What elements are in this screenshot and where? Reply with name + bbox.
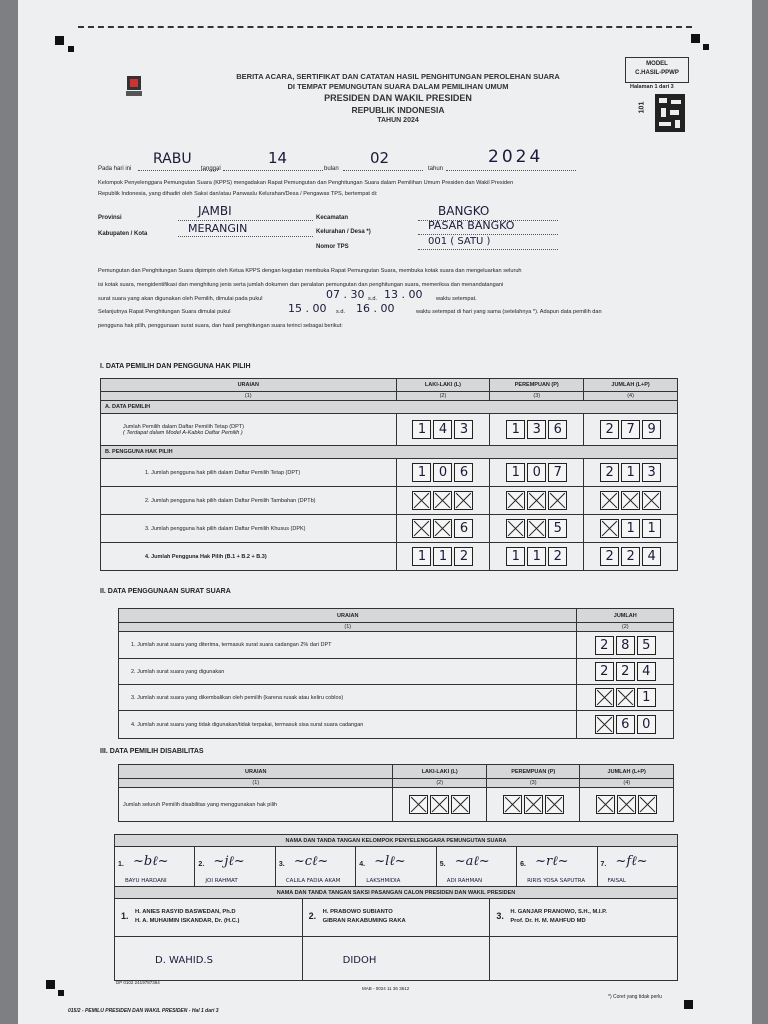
section1-title: I. DATA PEMILIH DAN PENGGUNA HAK PILIH [100,363,251,370]
header-line4: REPUBLIK INDONESIA [351,105,445,115]
s1-a-perempuan-cell [490,414,584,446]
s1-b-title: B. PENGGUNA HAK PILIH [101,446,678,459]
model-box [625,57,689,83]
s1-b-digit-box [506,519,525,538]
footer-dp: DP 0102 2419787364 [116,980,160,985]
s3-col-perempuan: PEREMPUAN (P) [486,765,580,779]
s1-b3-perempuan-cell [490,515,584,543]
saksi-title: NAMA DAN TANDA TANGAN SAKSI PASANGAN CALON PRESIDEN DAN WAKIL PRESIDEN [115,887,678,899]
s1-b-digit-box [412,491,431,510]
s1-a-row1 [101,414,397,446]
kpps-member-number: 5. [439,861,446,868]
tps-label: Nomor TPS [316,244,349,250]
s2-row1-label: 1. Jumlah surat suara yang diterima, termasuk surat suara cadangan 2% dari DPT [119,632,577,659]
tanggal-value: 14 [268,149,288,167]
s1-b-row3-label: 3. Jumlah pengguna hak pilih dalam Daftar Pemilih Khusus (DPK) [101,515,397,543]
s1-b-row [101,543,678,571]
header-line2: DI TEMPAT PEMUNGUTAN SUARA DALAM PEMILIHAN UMUM [287,82,509,91]
kecamatan-label: Kecamatan [316,215,349,221]
kpps-member-number: 6. [520,861,526,868]
hari-value: RABU [153,151,192,167]
kpps-member-name: CALILA FADIA AKAM [285,878,341,884]
s3-digit-box [451,795,470,814]
kpps-member-name: LAKSHMIDIA [366,878,401,884]
kpps-signature-table [114,834,678,899]
s1-num1: (1) [101,392,397,401]
marker-bottom-right [684,1000,693,1009]
saksi-candidate-line2: Prof. Dr. H. M. MAHFUD MD [510,918,586,924]
s1-b-digit-box [433,491,452,510]
s2-digit-box: 2 [595,662,614,681]
s1-b-digit-box: 1 [621,463,640,482]
selesai2-value: 16 . 00 [356,302,395,315]
s1-b-digit-box: 5 [548,519,567,538]
s2-row4-cell [577,711,674,739]
marker-top-left-small [68,46,74,52]
s2-num1: (1) [119,623,577,632]
s2-digit-box: 4 [637,662,656,681]
s2-row1-cell [577,632,674,659]
tahun-value: 2024 [488,147,544,167]
s1-b1-jumlah-cell [584,459,678,487]
para-line3a: surat suara yang akan digunakan oleh Pemilih, dimulai pada pukul [98,296,263,302]
kpps-member-name: ADI RAHMAN [446,878,483,884]
s3-digit-box [617,795,636,814]
s3-digit-box [409,795,428,814]
s1-b-digit-box: 1 [412,547,431,566]
saksi-candidate-cell [115,899,303,937]
s3-digit-box [524,795,543,814]
s1-b4-perempuan-cell [490,543,584,571]
header-line5: TAHUN 2024 [377,117,419,124]
s3-digit-box [503,795,522,814]
saksi-number: 3. [496,911,504,921]
saksi-candidate-line1: H. GANJAR PRANOWO, S.H., M.I.P. [510,909,607,915]
kpps-member-cell [195,847,275,887]
s2-row2-cell [577,659,674,685]
s2-col-uraian: URAIAN [119,609,577,623]
s1-a-row1-label: Jumlah Pemilih dalam Daftar Pemilih Tetap (DPT) [123,423,244,430]
s3-num3: (3) [486,779,580,788]
s1-b-digit-box [600,491,619,510]
s1-b-digit-box [506,491,525,510]
s1-b-digit-box: 3 [642,463,661,482]
s2-digit-box [616,688,635,707]
section3-title: III. DATA PEMILIH DISABILITAS [100,748,204,755]
kpps-member-name: FAISAL [607,878,626,884]
s1-b-digit-box: 6 [454,519,473,538]
s1-b-digit-box: 1 [433,547,452,566]
kpps-member-number: 4. [359,861,366,868]
s2-col-jumlah: JUMLAH [577,609,674,623]
bulan-line [343,170,423,171]
s3-digit-box [638,795,657,814]
provinsi-line [178,220,313,221]
s2-digit-box: 1 [637,688,656,707]
s3-num1: (1) [119,779,393,788]
s1-b-digit-box: 4 [642,547,661,566]
s1-b-digit-box: 1 [527,547,546,566]
s1-a-digit-box: 6 [548,420,567,439]
s1-b-digit-box: 7 [548,463,567,482]
selesai-value: 13 . 00 [384,288,423,301]
para-line4b: waktu setempat di hari yang sama (setelahnya *). Adapun data pemilih dan [416,309,602,315]
bulan-value: 02 [370,149,390,167]
tps-value: 001 ( SATU ) [428,236,491,247]
cut-line [78,26,692,28]
section1-table [100,378,678,571]
tanggal-label: tanggal [201,166,221,172]
s1-b-digit-box [621,491,640,510]
saksi-candidate-line2: GIBRAN RAKABUMING RAKA [322,918,406,924]
s1-b-digit-box: 0 [527,463,546,482]
saksi-number: 2. [308,911,317,921]
s3-laki-cell [393,788,487,822]
marker-bottom-left [46,980,55,989]
saksi-candidate-cell [302,899,490,937]
s3-digit-box [596,795,615,814]
kpps-member-number: 2. [198,861,205,868]
s1-b3-laki-cell [396,515,490,543]
para-line4a: Selanjutnya Rapat Penghitungan Suara dimulai pukul [98,309,231,315]
para-line3b: waktu setempat. [436,296,477,302]
s1-a-jumlah-cell [584,414,678,446]
kelurahan-line [418,234,558,235]
s1-b-digit-box [642,491,661,510]
signature-scribble-icon: ~lℓ~ [374,854,406,869]
saksi-candidate-line1: H. PRABOWO SUBIANTO [322,909,393,915]
s1-b-row [101,487,678,515]
s1-b-digit-box [433,519,452,538]
signature-scribble-icon: ~cℓ~ [293,854,329,869]
s1-b2-jumlah-cell [584,487,678,515]
s1-b-digit-box [527,491,546,510]
tanggal-line [223,170,323,171]
s2-digit-box: 8 [616,636,635,655]
s1-b-digit-box: 1 [506,463,525,482]
s1-b-digit-box [527,519,546,538]
footer-ma: MAB - 0024 11 36 3612 [362,986,410,991]
s3-digit-box [430,795,449,814]
bulan-label: bulan [324,166,339,172]
s1-b-digit-box: 1 [412,463,431,482]
kabupaten-value: MERANGIN [188,222,248,235]
marker-top-left [55,36,64,45]
marker-top-right [691,34,700,43]
s2-row3-cell [577,685,674,711]
tahun-line [446,170,576,171]
qr-code-icon [655,94,685,132]
saksi-sign-cell [115,937,303,981]
kpps-title: NAMA DAN TANDA TANGAN KELOMPOK PENYELENGGARA PEMUNGUTAN SUARA [115,835,678,847]
s3-digit-box [545,795,564,814]
s2-num2: (2) [577,623,674,632]
kpps-member-name: RIRIS YOSA SAPUTRA [527,878,586,884]
saksi-candidate-line2: H. A. MUHAIMIN ISKANDAR, Dr. (H.C.) [135,918,240,924]
s1-a-digit-box: 3 [527,420,546,439]
intro-sentence2: Republik Indonesia, yang dihadiri oleh Saksi dan/atau Panwaslu Kelurahan/Desa / Pengawas TPS, bertempat di: [98,191,378,197]
s1-a-digit-box: 9 [642,420,661,439]
kpps-member-cell [597,847,677,887]
s1-b1-laki-cell [396,459,490,487]
kabupaten-label: Kabupaten / Kota [98,231,148,237]
s1-b-digit-box: 6 [454,463,473,482]
s1-b-digit-box: 2 [621,547,640,566]
s1-a-digit-box: 1 [506,420,525,439]
s1-b2-perempuan-cell [490,487,584,515]
s1-b1-perempuan-cell [490,459,584,487]
s3-row-label: Jumlah seluruh Pemilih disabilitas yang menggunakan hak pilih [119,788,393,822]
s1-b-row2-label: 2. Jumlah pengguna hak pilih dalam Daftar Pemilih Tambahan (DPTb) [101,487,397,515]
saksi-sign-cell [302,937,490,981]
saksi-candidate-line1: H. ANIES RASYID BASWEDAN, Ph.D [135,909,236,915]
mulai-value: 07 . 30 [326,288,365,301]
s1-b-digit-box: 0 [433,463,452,482]
s1-b-digit-box: 2 [548,547,567,566]
s1-b-digit-box [600,519,619,538]
s1-b-digit-box [412,519,431,538]
s1-a-digit-box: 2 [600,420,619,439]
s1-num2: (2) [396,392,490,401]
s1-a-title: A. DATA PEMILIH [101,401,678,414]
kpps-member-number: 3. [278,861,285,868]
s3-num2: (2) [393,779,487,788]
s3-perempuan-cell [486,788,580,822]
para-line1: Pemungutan dan Penghitungan Suara dipimpin oleh Ketua KPPS dengan kegiatan membuka Rapat Pemungutan Suara, membuka kotak suara dan mengeluarkan seluruh [98,268,522,274]
header-line3: PRESIDEN DAN WAKIL PRESIDEN [324,93,472,103]
kabupaten-line [178,236,313,237]
s1-num4: (4) [584,392,678,401]
s1-b-digit-box [548,491,567,510]
s3-num4: (4) [580,779,674,788]
s1-b-row4-label: 4. Jumlah Pengguna Hak Pilih (B.1 + B.2 + B.3) [101,543,397,571]
saksi-signature-table [114,898,678,981]
signature-scribble-icon: ~aℓ~ [454,854,490,869]
s1-b4-laki-cell [396,543,490,571]
saksi-signature-name: DIDOH [342,955,377,966]
s3-jumlah-cell [580,788,674,822]
s2-digit-box: 2 [595,636,614,655]
s1-col-jumlah: JUMLAH (L+P) [584,379,678,392]
saksi-candidate-cell [490,899,678,937]
s1-col-uraian: URAIAN [101,379,397,392]
marker-bottom-left-small [58,990,64,996]
s2-row4-label: 4. Jumlah surat suara yang tidak digunakan/tidak terpakai, termasuk sisa surat suara cadangan [119,711,577,739]
s2-row2-label: 2. Jumlah surat suara yang digunakan [119,659,577,685]
provinsi-value: JAMBI [198,204,232,218]
section3-table [118,764,674,822]
sd-label-1: s.d. [368,296,378,302]
section2-title: II. DATA PENGGUNAAN SURAT SUARA [100,588,231,595]
para-line2: isi kotak suara, mengidentifikasi dan menghitung jenis serta jumlah dokumen dan peralatan pemungutan dan penghitungan suara, memeriksa dan menandatangani [98,282,504,288]
kpps-member-cell [436,847,516,887]
marker-top-right-small [703,44,709,50]
kelurahan-value: PASAR BANGKO [428,219,515,232]
s1-b-row1-label: 1. Jumlah pengguna hak pilih dalam Daftar Pemilih Tetap (DPT) [101,459,397,487]
kpps-member-number: 1. [118,861,124,868]
signature-scribble-icon: ~bℓ~ [133,854,169,869]
kpps-member-number: 7. [600,861,607,868]
model-code: C.HASIL-PPWP [635,70,679,76]
kpps-member-name: JOI RAHMAT [205,878,238,884]
s2-digit-box [595,688,614,707]
s1-col-laki: LAKI-LAKI (L) [396,379,490,392]
model-label: MODEL [646,61,668,67]
saksi-number: 1. [121,911,129,921]
s2-digit-box [595,715,614,734]
section2-table [118,608,674,739]
pada-hari-label: Pada hari ini [98,166,132,172]
kpps-member-cell [275,847,355,887]
s1-b-digit-box: 2 [454,547,473,566]
tps-line [418,249,558,250]
s2-digit-box: 2 [616,662,635,681]
s2-digit-box: 6 [616,715,635,734]
form-sheet [18,0,752,1024]
s1-b-digit-box: 1 [621,519,640,538]
s1-b-row [101,515,678,543]
s1-b-row [101,459,678,487]
form-code: 101 [638,101,646,114]
signature-scribble-icon: ~fℓ~ [615,854,648,869]
s2-row3-label: 3. Jumlah surat suara yang dikembalikan oleh pemilih (karena rusak atau keliru coblos) [119,685,577,711]
s1-b-digit-box: 1 [506,547,525,566]
signature-scribble-icon: ~jℓ~ [213,854,245,869]
s1-b-digit-box: 2 [600,547,619,566]
provinsi-label: Provinsi [98,215,122,221]
s1-a-digit-box: 7 [621,420,640,439]
page-indicator: Halaman 1 dari 3 [630,84,674,90]
s1-col-perempuan: PEREMPUAN (P) [490,379,584,392]
s1-a-laki-cell [396,414,490,446]
s1-a-digit-box: 3 [454,420,473,439]
s1-b3-jumlah-cell [584,515,678,543]
s2-digit-box: 5 [637,636,656,655]
s3-col-jumlah: JUMLAH (L+P) [580,765,674,779]
s2-digit-box: 0 [637,715,656,734]
intro-sentence1: Kelompok Penyelenggara Pemungutan Suara (KPPS) mengadakan Rapat Pemungutan dan Penghitungan Suara dalam Pemilihan Umum Presiden dan Wakil Presiden [98,180,514,186]
mulai2-value: 15 . 00 [288,302,327,315]
s3-col-laki: LAKI-LAKI (L) [393,765,487,779]
s1-b-digit-box [454,491,473,510]
s1-num3: (3) [490,392,584,401]
s1-a-row1-note: ( Terdapat dalam Model A-Kabko Daftar Pemilih ) [123,429,243,436]
s1-b4-jumlah-cell [584,543,678,571]
footer-bottom: 015/2 - PEMILU PRESIDEN DAN WAKIL PRESIDEN - Hal 1 dari 3 [68,1008,219,1014]
para-line5: pengguna hak pilih, penggunaan surat suara, dan hasil penghitungan suara terinci sebagai berikut: [98,323,343,329]
s1-a-digit-box: 4 [433,420,452,439]
signature-scribble-icon: ~rℓ~ [535,854,569,869]
footer-coret: *) Coret yang tidak perlu [608,994,662,1000]
kpu-logo-icon [124,74,144,98]
kpps-member-name: BAYU HARDANI [125,878,167,884]
tahun-label: tahun [428,166,444,172]
s3-col-uraian: URAIAN [119,765,393,779]
kpps-member-cell [356,847,436,887]
s1-b-digit-box: 2 [600,463,619,482]
s1-a-digit-box: 1 [412,420,431,439]
kpps-member-cell [517,847,597,887]
kecamatan-value: BANGKO [438,204,490,218]
kelurahan-label: Kelurahan / Desa *) [316,229,371,235]
s1-b-digit-box: 1 [642,519,661,538]
s1-b2-laki-cell [396,487,490,515]
saksi-signature-name: D. WAHID.S [155,955,213,966]
saksi-sign-cell [490,937,678,981]
header-line1: BERITA ACARA, SERTIFIKAT DAN CATATAN HASIL PENGHITUNGAN PEROLEHAN SUARA [236,72,560,81]
kpps-member-cell [115,847,195,887]
sd-label-2: s.d. [336,309,346,315]
